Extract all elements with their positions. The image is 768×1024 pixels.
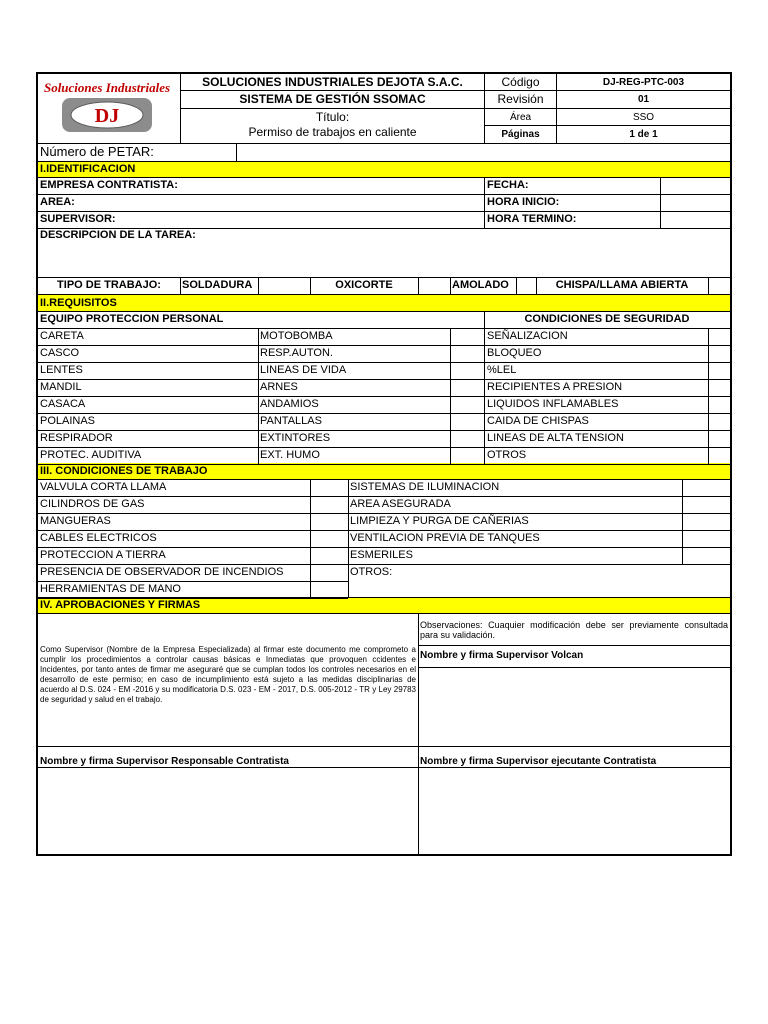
observaciones-text: Observaciones: Cuaquier modificación debe ser previamente consultada para su validación. <box>420 620 728 640</box>
revision-value: 01 <box>637 94 650 105</box>
grid-line <box>38 530 348 531</box>
condicion-check-cell[interactable] <box>311 514 348 530</box>
hora-termino-label: HORA TERMINO: <box>487 213 577 225</box>
condicion-label: VALVULA CORTA LLAMA <box>40 481 167 493</box>
condicion-label: PROTECCION A TIERRA <box>40 549 166 561</box>
requisito-check-cell[interactable] <box>451 414 484 430</box>
section-aprobaciones-title: IV. APROBACIONES Y FIRMAS <box>40 599 201 611</box>
requisito-label: LINEAS DE ALTA TENSION <box>487 432 624 444</box>
soldadura-label: SOLDADURA <box>182 279 253 291</box>
supervisor-label: SUPERVISOR: <box>40 213 116 225</box>
requisito-label: RESPIRADOR <box>40 432 113 444</box>
grid-line <box>38 547 348 548</box>
chispa-checkbox[interactable] <box>709 278 730 294</box>
section-condiciones-title: III. CONDICIONES DE TRABAJO <box>40 465 208 477</box>
grid-line <box>348 564 730 565</box>
fecha-label: FECHA: <box>487 179 529 191</box>
grid-line <box>38 430 730 431</box>
condicion-label: SISTEMAS DE ILUMINACION <box>350 481 500 493</box>
paginas-label: Páginas <box>501 129 540 140</box>
grid-line <box>348 530 730 531</box>
requisito-check-cell[interactable] <box>451 346 484 362</box>
firma-ejecutante-label: Nombre y firma Supervisor ejecutante Contratista <box>420 756 657 767</box>
descripcion-field[interactable] <box>40 243 728 276</box>
petar-field[interactable] <box>237 144 730 161</box>
requisito-check-cell[interactable] <box>451 363 484 379</box>
company-logo <box>43 78 171 138</box>
condicion-check-cell[interactable] <box>683 548 730 564</box>
condicion-label: VENTILACION PREVIA DE TANQUES <box>350 532 540 544</box>
requisito-label: LINEAS DE VIDA <box>260 364 347 376</box>
codigo-label: Código <box>501 75 540 89</box>
grid-line <box>38 513 348 514</box>
company-name: SOLUCIONES INDUSTRIALES DEJOTA S.A.C. <box>202 75 463 89</box>
requisito-label: BLOQUEO <box>487 347 542 359</box>
amolado-checkbox[interactable] <box>517 278 536 294</box>
condicion-check-cell[interactable] <box>683 514 730 530</box>
oxicorte-checkbox[interactable] <box>419 278 450 294</box>
condicion-label: PRESENCIA DE OBSERVADOR DE INCENDIOS <box>40 566 284 578</box>
condicion-check-cell[interactable] <box>311 497 348 513</box>
requisito-label: LIQUIDOS INFLAMABLES <box>487 398 619 410</box>
requisito-check-cell[interactable] <box>709 431 730 447</box>
requisito-check-cell[interactable] <box>451 397 484 413</box>
requisito-check-cell[interactable] <box>709 414 730 430</box>
codigo-value: DJ-REG-PTC-003 <box>602 77 685 88</box>
svg-text:DJ: DJ <box>94 105 120 127</box>
requisito-check-cell[interactable] <box>451 431 484 447</box>
condicion-label: ESMERILES <box>350 549 413 561</box>
requisito-label: %LEL <box>487 364 517 376</box>
requisito-check-cell[interactable] <box>709 346 730 362</box>
condicion-label: CABLES ELECTRICOS <box>40 532 157 544</box>
document-title: Permiso de trabajos en caliente <box>248 125 417 139</box>
grid-line <box>38 447 730 448</box>
requisito-label: CASACA <box>40 398 86 410</box>
requisito-label: MANDIL <box>40 381 82 393</box>
requisito-label: RECIPIENTES A PRESION <box>487 381 623 393</box>
condicion-label: MANGUERAS <box>40 515 111 527</box>
requisito-label: SEÑALIZACION <box>487 330 568 342</box>
requisito-label: EXT. HUMO <box>260 449 320 461</box>
grid-line <box>38 362 730 363</box>
petar-label: Número de PETAR: <box>40 144 154 159</box>
area-field-label: AREA: <box>40 196 75 208</box>
requisito-check-cell[interactable] <box>709 397 730 413</box>
area-value: SSO <box>632 112 655 123</box>
condicion-check-cell[interactable] <box>311 531 348 547</box>
condicion-check-cell[interactable] <box>311 565 348 581</box>
requisito-check-cell[interactable] <box>709 448 730 464</box>
paginas-value: 1 de 1 <box>629 129 658 140</box>
area-label: Área <box>509 112 532 123</box>
supervisor-statement: Como Supervisor (Nombre de la Empresa Especializada) al firmar este documento me comprometo a cumplir los procedimientos a controlar causas básicas e Inmediatas que provoquen ccidentes e Incidentes, por tanto antes de firmar me aseguraré que se cumplan todos los controles necesarios en el desarrollo de este permiso; en caso de incumplimiento está sujeto a las medidas disciplinarias de acuerdo al D.S. 024 - EM -2016 y su modificatoria D.S. 023 - EM - 2017, D.S. 005-2012 - TR y Ley 29783 de seguridad y salud en el trabajo. <box>40 645 416 704</box>
requisito-label: PROTEC. AUDITIVA <box>40 449 142 461</box>
requisito-check-cell[interactable] <box>451 329 484 345</box>
firma-contratista-field[interactable] <box>39 768 418 854</box>
grid-line <box>348 513 730 514</box>
descripcion-label: DESCRIPCION DE LA TAREA: <box>40 229 196 241</box>
requisito-label: POLAINAS <box>40 415 96 427</box>
requisito-label: OTROS <box>487 449 527 461</box>
grid-line <box>38 413 730 414</box>
section-requisitos-title: II.REQUISITOS <box>40 297 117 309</box>
firma-volcan-label: Nombre y firma Supervisor Volcan <box>420 650 584 661</box>
condicion-label: LIMPIEZA Y PURGA DE CAÑERIAS <box>350 515 529 527</box>
condicion-check-cell[interactable] <box>311 480 348 496</box>
firma-volcan-field[interactable] <box>419 668 730 746</box>
condicion-label: AREA ASEGURADA <box>350 498 451 510</box>
grid-line <box>38 564 348 565</box>
requisito-check-cell[interactable] <box>709 329 730 345</box>
firma-ejecutante-field[interactable] <box>419 768 730 854</box>
requisito-check-cell[interactable] <box>451 380 484 396</box>
requisito-label: CAIDA DE CHISPAS <box>487 415 589 427</box>
tipo-trabajo-label: TIPO DE TRABAJO: <box>57 279 161 291</box>
condicion-check-cell[interactable] <box>683 497 730 513</box>
grid-line <box>38 598 348 599</box>
condicion-check-cell[interactable] <box>311 582 348 598</box>
requisito-check-cell[interactable] <box>709 363 730 379</box>
oxicorte-label: OXICORTE <box>335 279 393 291</box>
grid-line <box>348 496 730 497</box>
condicion-check-cell[interactable] <box>683 480 730 496</box>
grid-line <box>38 496 348 497</box>
grid-line <box>38 464 730 465</box>
system-name: SISTEMA DE GESTIÓN SSOMAC <box>239 92 426 106</box>
grid-line <box>38 345 730 346</box>
condicion-label: HERRAMIENTAS DE MANO <box>40 583 181 595</box>
empresa-label: EMPRESA CONTRATISTA: <box>40 179 178 191</box>
condicion-check-cell[interactable] <box>311 548 348 564</box>
requisito-label: ANDAMIOS <box>260 398 319 410</box>
requisito-label: CASCO <box>40 347 80 359</box>
svg-text:Soluciones Industriales: Soluciones Industriales <box>43 80 171 95</box>
requisito-check-cell[interactable] <box>709 380 730 396</box>
requisito-check-cell[interactable] <box>451 448 484 464</box>
grid-line <box>38 396 730 397</box>
requisito-label: MOTOBOMBA <box>260 330 333 342</box>
requisito-label: EXTINTORES <box>260 432 331 444</box>
requisito-label: PANTALLAS <box>260 415 322 427</box>
soldadura-checkbox[interactable] <box>259 278 310 294</box>
chispa-label: CHISPA/LLAMA ABIERTA <box>555 279 689 291</box>
requisito-label: ARNES <box>260 381 298 393</box>
requisito-label: CARETA <box>40 330 84 342</box>
condicion-label: OTROS: <box>350 566 393 578</box>
amolado-label: AMOLADO <box>452 279 509 291</box>
grid-line <box>38 581 348 582</box>
title-label: Título: <box>315 110 350 124</box>
grid-line <box>348 547 730 548</box>
firma-contratista-label: Nombre y firma Supervisor Responsable Contratista <box>40 756 289 767</box>
condicion-check-cell[interactable] <box>683 531 730 547</box>
revision-label: Revisión <box>497 92 544 106</box>
requisito-label: LENTES <box>40 364 83 376</box>
grid-line <box>38 379 730 380</box>
hora-inicio-label: HORA INICIO: <box>487 196 560 208</box>
epp-header: EQUIPO PROTECCION PERSONAL <box>40 313 224 325</box>
section-identificacion-title: I.IDENTIFICACION <box>40 163 136 175</box>
condiciones-seguridad-header: CONDICIONES DE SEGURIDAD <box>524 313 690 325</box>
condicion-label: CILINDROS DE GAS <box>40 498 145 510</box>
requisito-label: RESP.AUTON. <box>260 347 333 359</box>
